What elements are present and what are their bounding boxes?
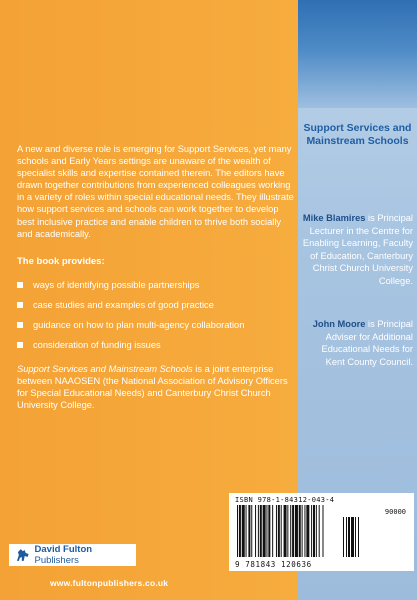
bullet-list — [17, 275, 297, 355]
publisher-name — [35, 544, 136, 566]
bullet-text: case studies and examples of good practice — [33, 300, 214, 310]
bullet-text: guidance on how to plan multi-agency collaboration — [33, 320, 245, 330]
bullet-text: ways of identifying possible partnerships — [33, 280, 200, 290]
enterprise-paragraph — [17, 363, 295, 411]
ean-text: 9 781843 120636 — [235, 560, 312, 569]
editor-name: Mike Blamires — [302, 213, 366, 223]
book-provides-heading: The book provides: — [17, 256, 105, 267]
editor-bio-text: is Principal Adviser for Additional Educational Needs for Kent County Council. — [321, 319, 413, 367]
book-title-italic: Support Services and Mainstream Schools — [17, 364, 193, 374]
bullet-square-icon — [17, 302, 23, 308]
editor-name: John Moore — [312, 319, 366, 329]
editor-bio-text: is Principal Lecturer in the Centre for Enabling Learning, Faculty of Education, Canterbury Christ Church University College. — [302, 213, 413, 286]
publisher-logo-box — [9, 544, 136, 566]
blurb-text: A new and diverse role is emerging for Support Services, yet many schools and Early Years settings are unaware of the wealth of specialist skills and expertise contained therein. The editors have drawn together contributions from experienced colleagues working in a variety of roles within special educational needs. They illustrate how support services and schools can work together to develop best inclusive practice and enable children to thrive both socially and academically. — [17, 144, 294, 239]
isbn-text: ISBN 978-1-84312-043-4 — [235, 496, 335, 504]
series-title: Support Services and Mainstream Schools — [303, 122, 412, 147]
publisher-name-light: Publishers — [34, 555, 79, 566]
barcode-box — [229, 493, 414, 571]
price-code: 90000 — [384, 508, 406, 516]
publisher-website[interactable]: www.fultonpublishers.co.uk — [50, 578, 169, 588]
right-panel-gradient-top — [298, 0, 417, 108]
bullet-square-icon — [17, 322, 23, 328]
publisher-name-bold: David Fulton — [34, 544, 93, 555]
bullet-square-icon — [17, 282, 23, 288]
list-item — [17, 315, 297, 335]
horse-logo-icon — [15, 548, 31, 562]
editor-bio-2 — [300, 318, 413, 368]
list-item — [17, 275, 297, 295]
list-item — [17, 335, 297, 355]
list-item — [17, 295, 297, 315]
enterprise-text: is a joint enterprise between NAAOSEN (the National Association of Advisory Officers for Special Educational Needs) and Canterbury Christ Church University College. — [17, 364, 288, 411]
editor-bio-1 — [300, 212, 413, 287]
bullet-square-icon — [17, 342, 23, 348]
bullet-text: consideration of funding issues — [33, 340, 161, 350]
barcode-graphic — [235, 505, 365, 560]
